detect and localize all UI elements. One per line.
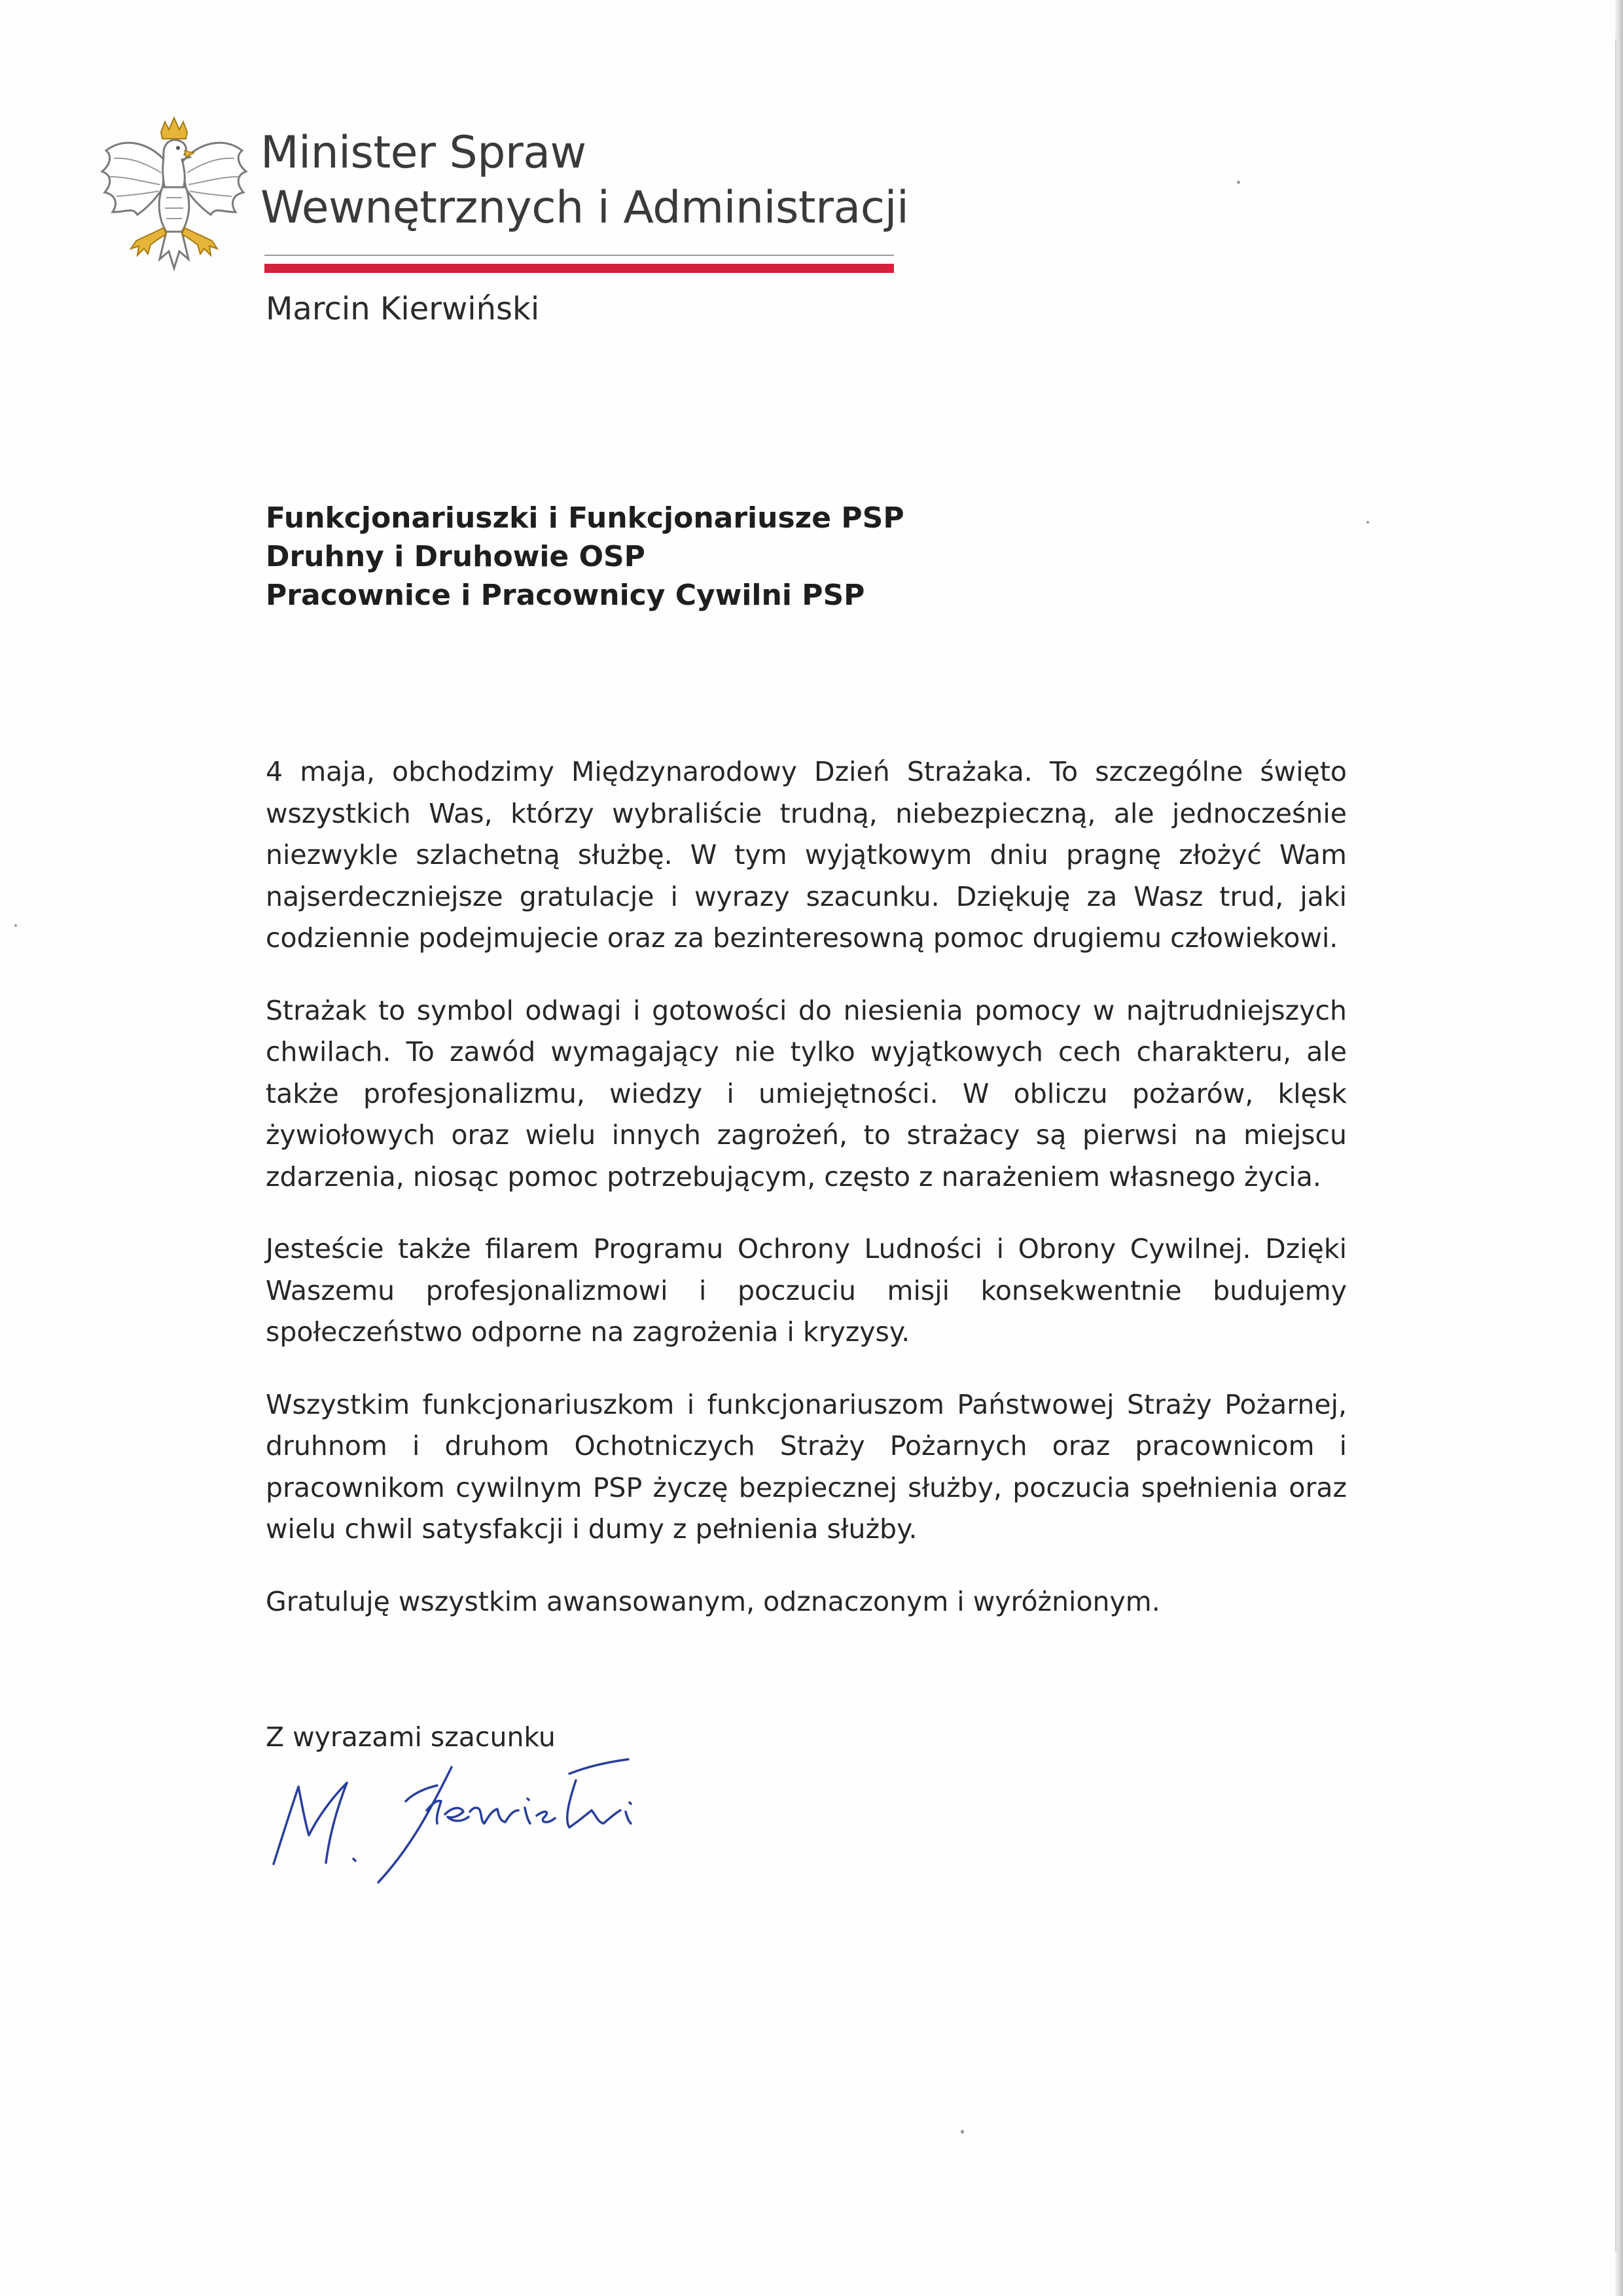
scan-edge-line (1615, 39, 1616, 2251)
body-paragraph: 4 maja, obchodzimy Międzynarodowy Dzień Strażaka. To szczególne święto wszystkich Was, którzy wybraliście trudną, niebezpieczną, ale jednocześnie niezwykle szlachetną służbę. W tym wyjątkowym dniu pragnę złożyć Wam najserdeczniejsze gratulacje i wyrazy szacunku. Dziękuję za Wasz trud, jaki codziennie podejmujecie oraz za bezinteresowną pomoc drugiemu człowiekowi. (266, 756, 1347, 954)
body-paragraph: Jesteście także filarem Programu Ochrony Ludności i Obrony Cywilnej. Dzięki Waszemu profesjonalizmowi i poczuciu misji konsekwentnie budujemy społeczeństwo odporne na zagrożenia i kryzysy. (266, 1233, 1347, 1348)
body-paragraph: Strażak to symbol odwagi i gotowości do niesienia pomocy w najtrudniejszych chwilach. To zawód wymagający nie tylko wyjątkowych cech charakteru, ale także profesjonalizmu, wiedzy i umiejętności. W obliczu pożarów, klęsk żywiołowych oraz wielu innych zagrożeń, to strażacy są pierwsi na miejscu zdarzenia, niosąc pomoc potrzebującym, często z narażeniem własnego życia. (266, 994, 1347, 1193)
addressee-line: Funkcjonariuszki i Funkcjonariusze PSP (266, 501, 904, 535)
ministry-title-line2: Wewnętrznych i Administracji (260, 182, 909, 234)
body-paragraph: Gratuluję wszystkim awansowanym, odznaczonym i wyróżnionym. (266, 1585, 1160, 1617)
addressee-line: Druhny i Druhowie OSP (266, 540, 645, 573)
white-eagle-emblem-icon (98, 117, 250, 274)
header-thin-rule (264, 255, 894, 256)
addressee-block (266, 499, 904, 615)
scan-speck (14, 924, 17, 927)
scan-speck (1366, 521, 1369, 524)
ministry-title-line1: Minister Spraw (260, 127, 586, 179)
scan-speck (1237, 181, 1240, 184)
ministry-title (260, 126, 908, 236)
header-red-rule (264, 264, 894, 273)
handwritten-signature (262, 1754, 720, 1885)
scan-speck (961, 2130, 964, 2134)
addressee-line: Pracownice i Pracownicy Cywilni PSP (266, 579, 865, 612)
minister-name: Marcin Kierwiński (266, 291, 540, 327)
letter-body (266, 751, 1347, 1653)
closing-phrase: Z wyrazami szacunku (266, 1721, 556, 1753)
body-paragraph: Wszystkim funkcjonariuszkom i funkcjonariuszom Państwowej Straży Pożarnej, druhnom i druhom Ochotniczych Straży Pożarnych oraz pracownicom i pracownikom cywilnym PSP życzę bezpiecznej służby, poczucia spełnienia oraz wielu chwil satysfakcji i dumy z pełnienia służby. (266, 1388, 1347, 1545)
